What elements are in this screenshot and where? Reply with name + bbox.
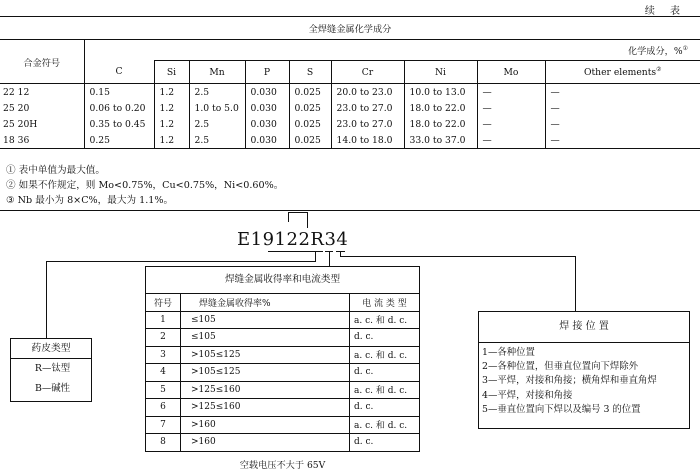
leader-line <box>340 256 576 257</box>
position-item: 2—各种位置，但垂直位置向下焊除外 <box>482 361 638 373</box>
note-2: ② 如果不作规定，则 Mo<0.75%，Cu<0.75%，Ni<0.60%。 <box>6 180 284 191</box>
table-row: 5 >125≤160 a. c. 和 d. c. <box>146 381 420 399</box>
table-row: 2 ≤105 d. c. <box>146 329 420 347</box>
bracket-line <box>288 212 289 222</box>
efficiency-title: 焊缝金属收得率和电流类型 <box>145 266 420 293</box>
coating-item: R—钛型 <box>34 363 71 374</box>
position-box <box>478 311 690 429</box>
coating-title: 药皮类型 <box>11 339 91 359</box>
position-item: 4—平焊，对接和角接 <box>482 389 573 401</box>
table-row: 1 ≤105 a. c. 和 d. c. <box>146 311 420 329</box>
coating-box <box>10 338 92 402</box>
section-rule <box>0 210 700 211</box>
bracket-line <box>307 212 308 228</box>
col-c: C <box>84 61 154 84</box>
efficiency-footnote: 空载电压不大于 65V <box>239 459 326 471</box>
position-title: 焊 接 位 置 <box>479 312 689 343</box>
table-row: 22 12 0.15 1.2 2.5 0.030 0.025 20.0 to 23.0 10.0 to 13.0 — — <box>0 84 700 101</box>
table-row: 7 >160 a. c. 和 d. c. <box>146 416 420 434</box>
composition-title: 全焊缝金属化学成分 <box>0 17 700 40</box>
note-3: ③ Nb 最小为 8×C%，最大为 1.1%。 <box>6 195 174 206</box>
col-s: S <box>289 61 331 84</box>
table-row: 8 >160 d. c. <box>146 434 420 452</box>
col-mn: Mn <box>189 61 245 84</box>
col-mo: Mo <box>477 61 545 84</box>
table-row: 25 20H 0.35 to 0.45 1.2 2.5 0.030 0.025 23.0 to 27.0 18.0 to 22.0 — — <box>0 116 700 132</box>
efficiency-box <box>145 266 420 471</box>
leader-line <box>46 261 47 338</box>
col-ni: Ni <box>404 61 477 84</box>
leader-line <box>46 261 316 262</box>
table-row: 18 36 0.25 1.2 2.5 0.030 0.025 14.0 to 18.0 33.0 to 37.0 — — <box>0 132 700 149</box>
chem-group-header: 化学成分，%① <box>627 44 688 57</box>
col-other: Other elements② <box>545 61 700 84</box>
position-item: 3—平焊，对接和角接；横角焊和垂直角焊 <box>482 375 657 387</box>
leader-line <box>575 256 576 311</box>
col-si: Si <box>154 61 189 84</box>
eff-col-recovery: 焊缝金属收得率% <box>181 294 350 312</box>
composition-notes <box>6 163 283 208</box>
position-item: 5—垂直位置向下焊以及编号 3 的位置 <box>482 403 641 415</box>
alloy-header: 合金符号 <box>0 40 84 84</box>
coating-item: B—碱性 <box>34 383 70 394</box>
bracket-line <box>288 212 308 213</box>
eff-col-current: 电 流 类 型 <box>350 294 420 312</box>
table-row: 6 >125≤160 d. c. <box>146 399 420 417</box>
note-1: ① 表中单值为最大值。 <box>6 165 105 176</box>
position-item: 1—各种位置 <box>482 347 535 358</box>
continued-label: 续 表 <box>644 6 686 17</box>
electrode-designation: E19122R34 <box>237 229 349 250</box>
leader-line <box>329 252 330 266</box>
table-row: 3 >105≤125 a. c. 和 d. c. <box>146 346 420 364</box>
table-row: 4 >105≤125 d. c. <box>146 364 420 382</box>
table-row: 25 20 0.06 to 0.20 1.2 1.0 to 5.0 0.030 0.025 23.0 to 27.0 18.0 to 22.0 — — <box>0 100 700 116</box>
col-p: P <box>245 61 289 84</box>
composition-table <box>0 17 700 149</box>
col-cr: Cr <box>331 61 404 84</box>
eff-col-symbol: 符号 <box>146 294 181 312</box>
efficiency-table <box>145 293 420 452</box>
